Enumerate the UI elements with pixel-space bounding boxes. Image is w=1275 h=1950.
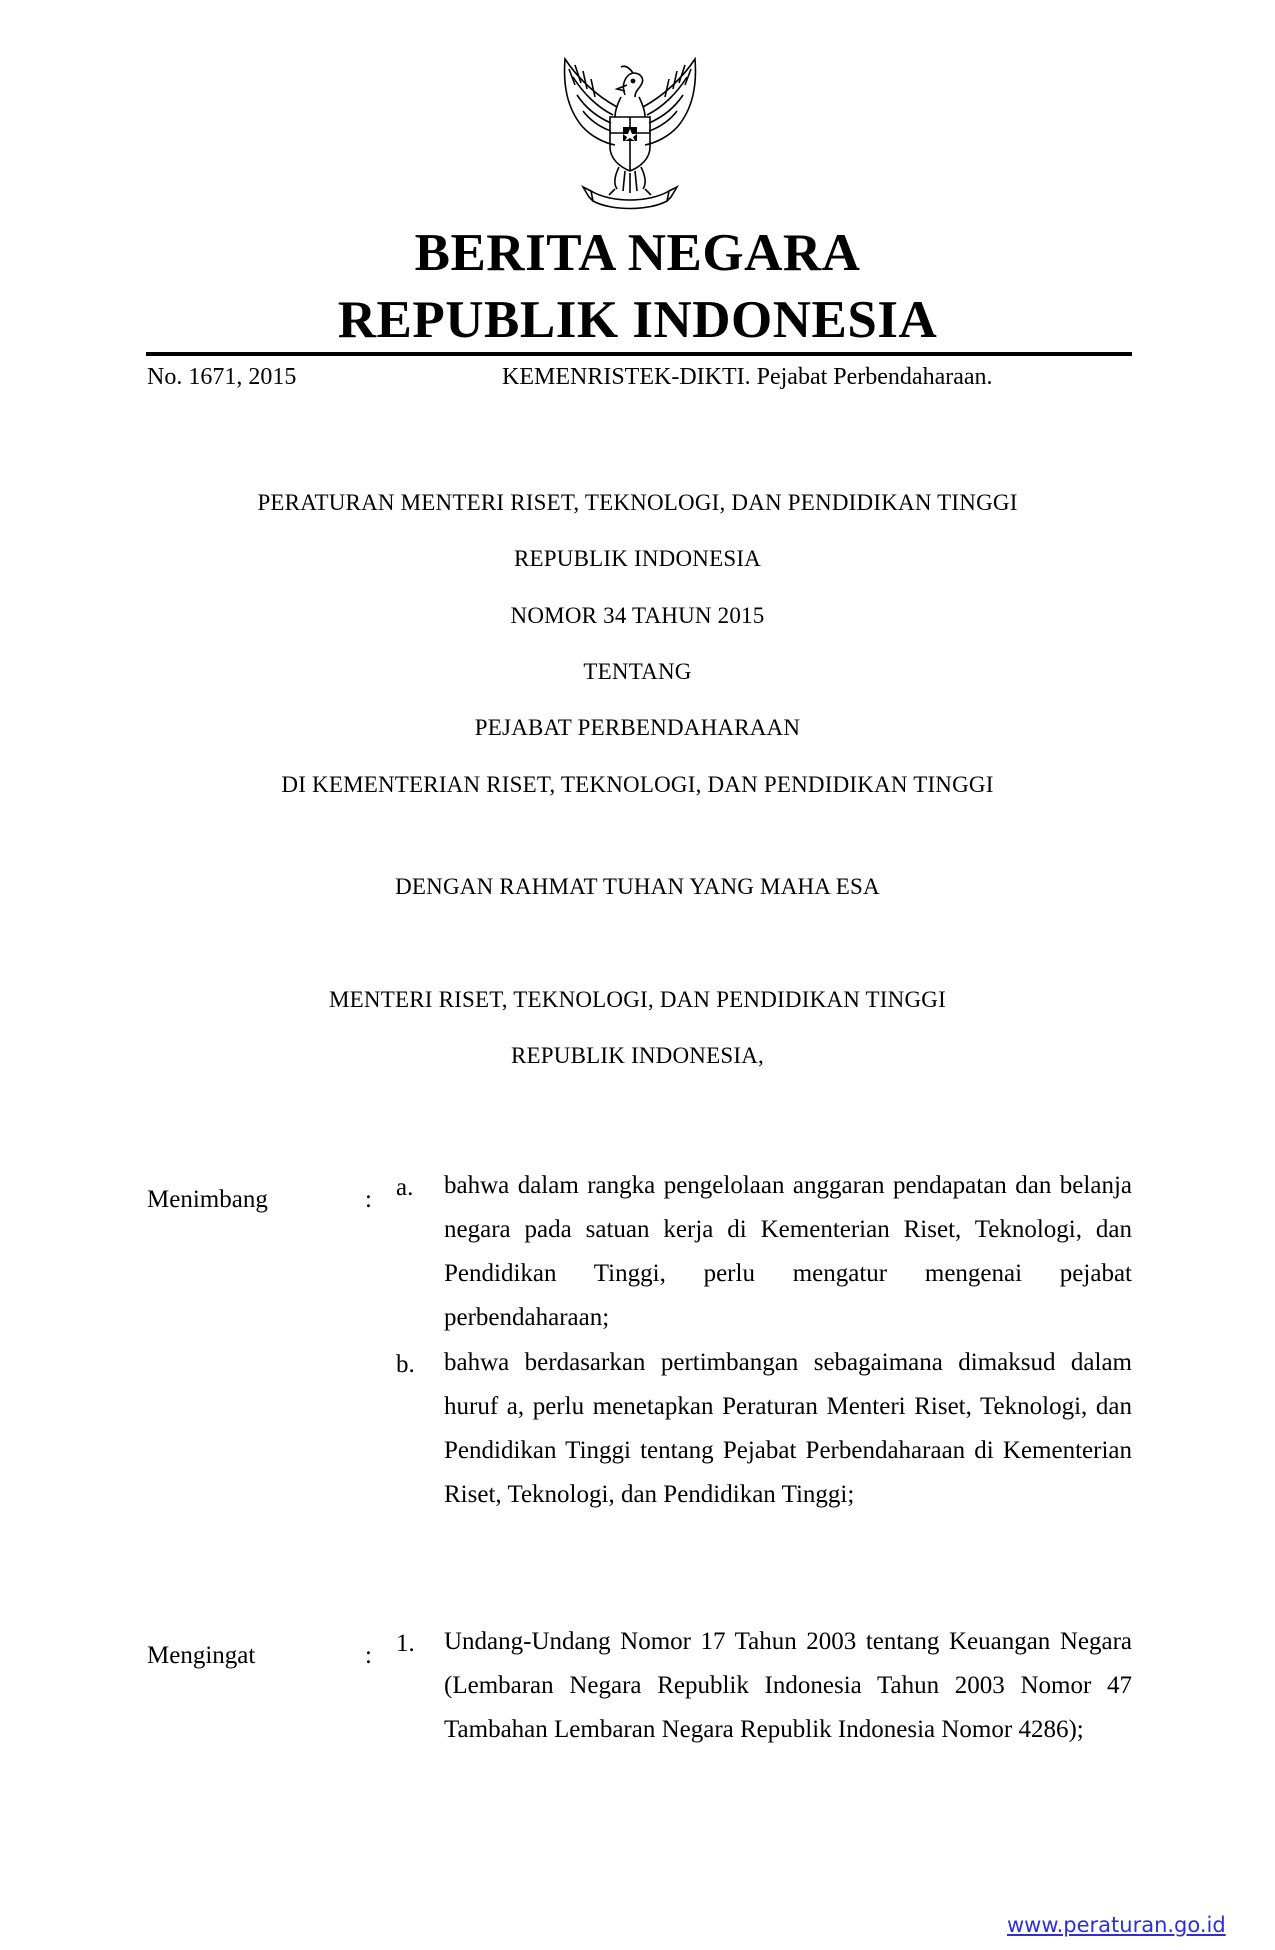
menimbang-item-text: bahwa berdasarkan pertimbangan sebagaimana dimaksud dalam huruf a, perlu menetapkan Peraturan Menteri Riset, Teknologi, dan Pendidikan Tinggi tentang Pejabat Perbendaharaan di Kementerian Riset, Teknologi, dan Pendidikan Tinggi;: [444, 1349, 1132, 1508]
mengingat-item-marker: 1.: [396, 1630, 415, 1657]
gazette-number: No. 1671, 2015: [147, 364, 297, 390]
menimbang-colon: :: [365, 1186, 372, 1213]
mengingat-colon: :: [365, 1642, 372, 1669]
regulation-title-line-1: PERATURAN MENTERI RISET, TEKNOLOGI, DAN PENDIDIKAN TINGGI: [257, 490, 1018, 515]
invocation: DENGAN RAHMAT TUHAN YANG MAHA ESA: [395, 874, 880, 899]
regulation-title-line-2: REPUBLIK INDONESIA: [513, 546, 761, 571]
authority-line-1: MENTERI RISET, TEKNOLOGI, DAN PENDIDIKAN TINGGI: [329, 987, 946, 1012]
menimbang-item-marker: a.: [396, 1174, 414, 1201]
gazette-subject: KEMENRISTEK-DIKTI. Pejabat Perbendaharaan.: [502, 364, 993, 390]
regulation-number: NOMOR 34 TAHUN 2015: [510, 603, 765, 628]
menimbang-item-text: bahwa dalam rangka pengelolaan anggaran pendapatan dan belanja negara pada satuan kerja di Kementerian Riset, Teknologi, dan Pendidikan Tinggi, perlu mengatur mengenai pejabat perbendaharaan;: [444, 1172, 1132, 1331]
mengingat-item-text: Undang-Undang Nomor 17 Tahun 2003 tentang Keuangan Negara (Lembaran Negara Republik Indonesia Tahun 2003 Nomor 47 Tambahan Lembaran Negara Republik Indonesia Nomor 4286);: [444, 1628, 1132, 1743]
masthead-title: BERITA NEGARA: [414, 224, 861, 282]
regulation-subject: PEJABAT PERBENDAHARAAN: [474, 715, 801, 740]
regulation-subject-line-2: DI KEMENTERIAN RISET, TEKNOLOGI, DAN PENDIDIKAN TINGGI: [281, 772, 994, 797]
mengingat-label: Mengingat: [147, 1642, 256, 1669]
garuda-pancasila-emblem: [555, 55, 705, 215]
regulation-about: TENTANG: [583, 659, 692, 684]
footer-website-link[interactable]: www.peraturan.go.id: [1007, 1913, 1226, 1937]
authority-line-2: REPUBLIK INDONESIA,: [511, 1043, 764, 1068]
menimbang-label: Menimbang: [147, 1186, 268, 1213]
menimbang-item-marker: b.: [396, 1351, 415, 1378]
masthead-divider: [146, 352, 1132, 356]
masthead-subtitle: REPUBLIK INDONESIA: [337, 291, 938, 349]
